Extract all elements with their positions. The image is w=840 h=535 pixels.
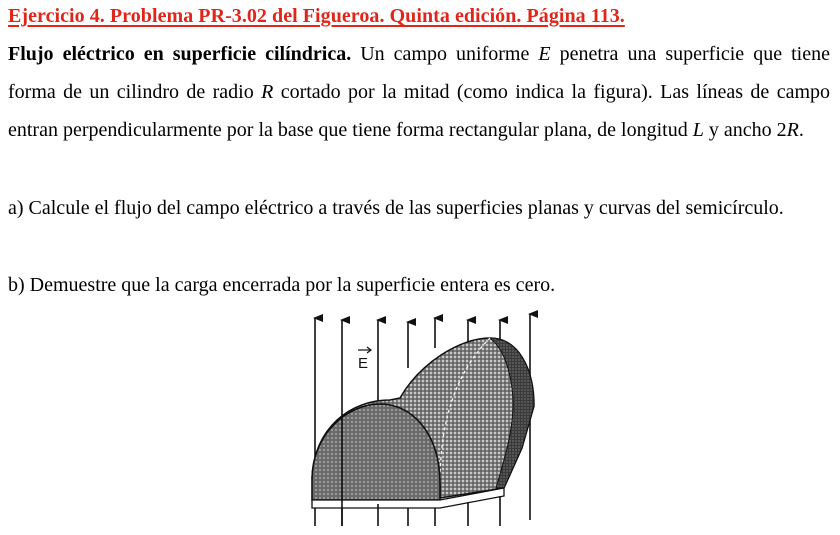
figure-svg bbox=[290, 308, 550, 530]
var-L: L bbox=[692, 119, 704, 141]
var-R: R bbox=[261, 81, 274, 103]
field-vector-label bbox=[358, 347, 371, 372]
statement-text-4: y ancho 2 bbox=[703, 119, 787, 141]
statement-lead: Flujo eléctrico en superficie cilíndrica. bbox=[8, 43, 352, 65]
var-R-width: R bbox=[786, 119, 799, 141]
statement-text-3: cortado por la mitad (como indica la figura). Las líneas de campo entran perpendicularmente por la base que tiene forma rectangular plana, de longitud bbox=[8, 81, 830, 141]
statement-text-5: . bbox=[798, 119, 804, 141]
exercise-title: Ejercicio 4. Problema PR-3.02 del Figueroa. Quinta edición. Página 113. bbox=[8, 5, 625, 27]
statement-text-2: penetra una superficie que tiene forma de un cilindro de radio bbox=[8, 43, 830, 103]
part-b: b) Demuestre que la carga encerrada por la superficie entera es cero. bbox=[8, 274, 556, 296]
field-label: E bbox=[358, 355, 369, 372]
half-cylinder-figure bbox=[290, 308, 550, 530]
problem-statement bbox=[8, 35, 830, 149]
part-a: a) Calcule el flujo del campo eléctrico a través de las superficies planas y curvas del semicírculo. bbox=[8, 197, 784, 219]
statement-text-1: Un campo uniforme bbox=[351, 43, 539, 65]
var-E: E bbox=[538, 43, 551, 65]
